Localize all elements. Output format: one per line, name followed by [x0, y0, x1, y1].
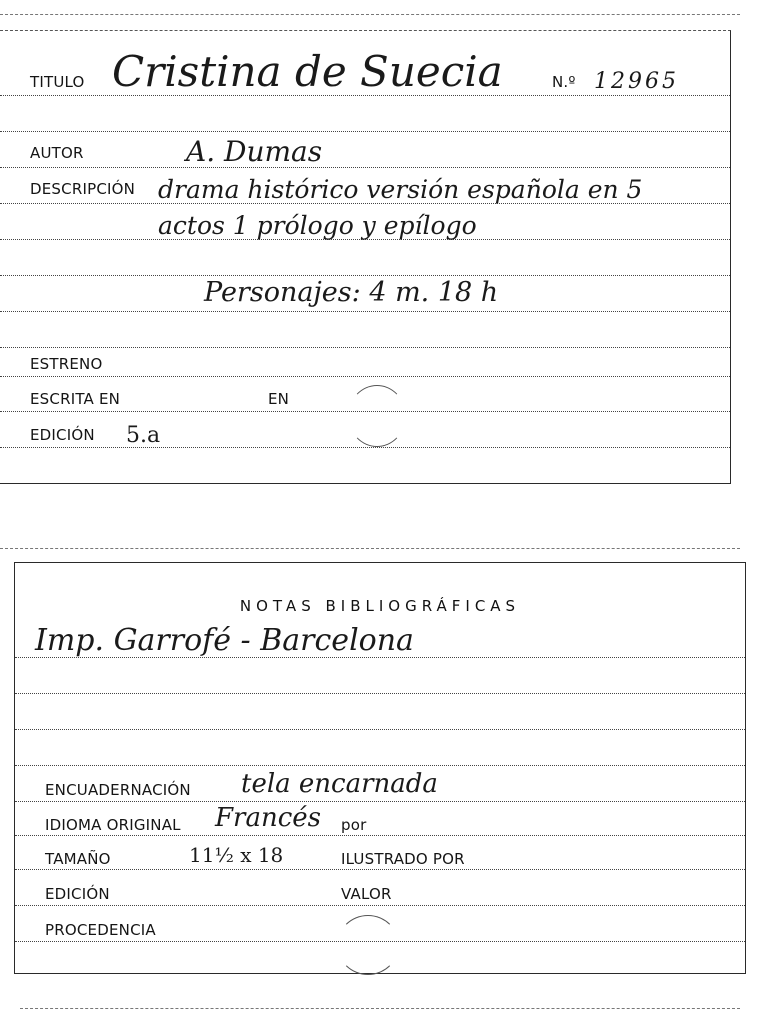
- rule-blank-2: [0, 347, 730, 348]
- encuadernacion-label: ENCUADERNACIÓN: [45, 781, 191, 799]
- procedencia-label: PROCEDENCIA: [45, 921, 156, 939]
- titulo-value: Cristina de Suecia: [112, 47, 503, 96]
- scan-edge-middle: [0, 548, 740, 549]
- rule-notas-2: [15, 693, 745, 694]
- catalog-card-back: [14, 562, 746, 974]
- idioma-original-label: IDIOMA ORIGINAL: [45, 816, 181, 834]
- rule-edicion: [0, 447, 730, 448]
- autor-label: AUTOR: [30, 144, 84, 162]
- descripcion-line-2: actos 1 prólogo y epílogo: [158, 211, 477, 240]
- rule-encuadernacion: [15, 801, 745, 802]
- descripcion-label: DESCRIPCIÓN: [30, 180, 136, 198]
- encuadernacion-value: tela encarnada: [241, 769, 438, 799]
- punch-hole-mark-back: [337, 915, 399, 975]
- rule-idioma: [15, 835, 745, 836]
- rule-edicion: [15, 905, 745, 906]
- estreno-label: ESTRENO: [30, 355, 103, 373]
- descripcion-line-1: drama histórico versión española en 5: [158, 175, 643, 204]
- scan-edge-bottom: [20, 1008, 740, 1009]
- rule-notas-3: [15, 729, 745, 730]
- en-label: EN: [268, 390, 290, 408]
- numero-value: 12965: [594, 69, 679, 94]
- numero-label: N.º: [552, 73, 576, 91]
- rule-notas-4: [15, 765, 745, 766]
- titulo-label: TITULO: [30, 73, 85, 91]
- rule-blank-1: [0, 131, 730, 132]
- valor-label: VALOR: [341, 885, 392, 903]
- ilustrado-por-label: ILUSTRADO POR: [341, 850, 465, 868]
- escrita-en-label: ESCRITA EN: [30, 390, 121, 408]
- rule-autor: [0, 167, 730, 168]
- por-label: por: [341, 816, 367, 834]
- rule-estreno: [0, 376, 730, 377]
- idioma-original-value: Francés: [215, 803, 322, 833]
- scan-edge-top: [0, 14, 740, 15]
- edicion-label: EDICIÓN: [30, 426, 95, 444]
- notas-value: Imp. Garrofé - Barcelona: [35, 623, 414, 658]
- notas-heading: NOTAS BIBLIOGRÁFICAS: [239, 597, 521, 615]
- punch-hole-mark: [348, 385, 406, 447]
- edicion-label-back: EDICIÓN: [45, 885, 110, 903]
- catalog-card-front: [0, 30, 731, 484]
- tamano-value: 11½ x 18: [189, 843, 284, 867]
- edicion-value: 5.a: [126, 423, 161, 448]
- rule-desc-3: [0, 275, 730, 276]
- rule-personajes: [0, 311, 730, 312]
- personajes-value: Personajes: 4 m. 18 h: [204, 277, 499, 308]
- autor-value: A. Dumas: [186, 135, 323, 168]
- tamano-label: TAMAÑO: [45, 850, 111, 868]
- rule-tamano: [15, 869, 745, 870]
